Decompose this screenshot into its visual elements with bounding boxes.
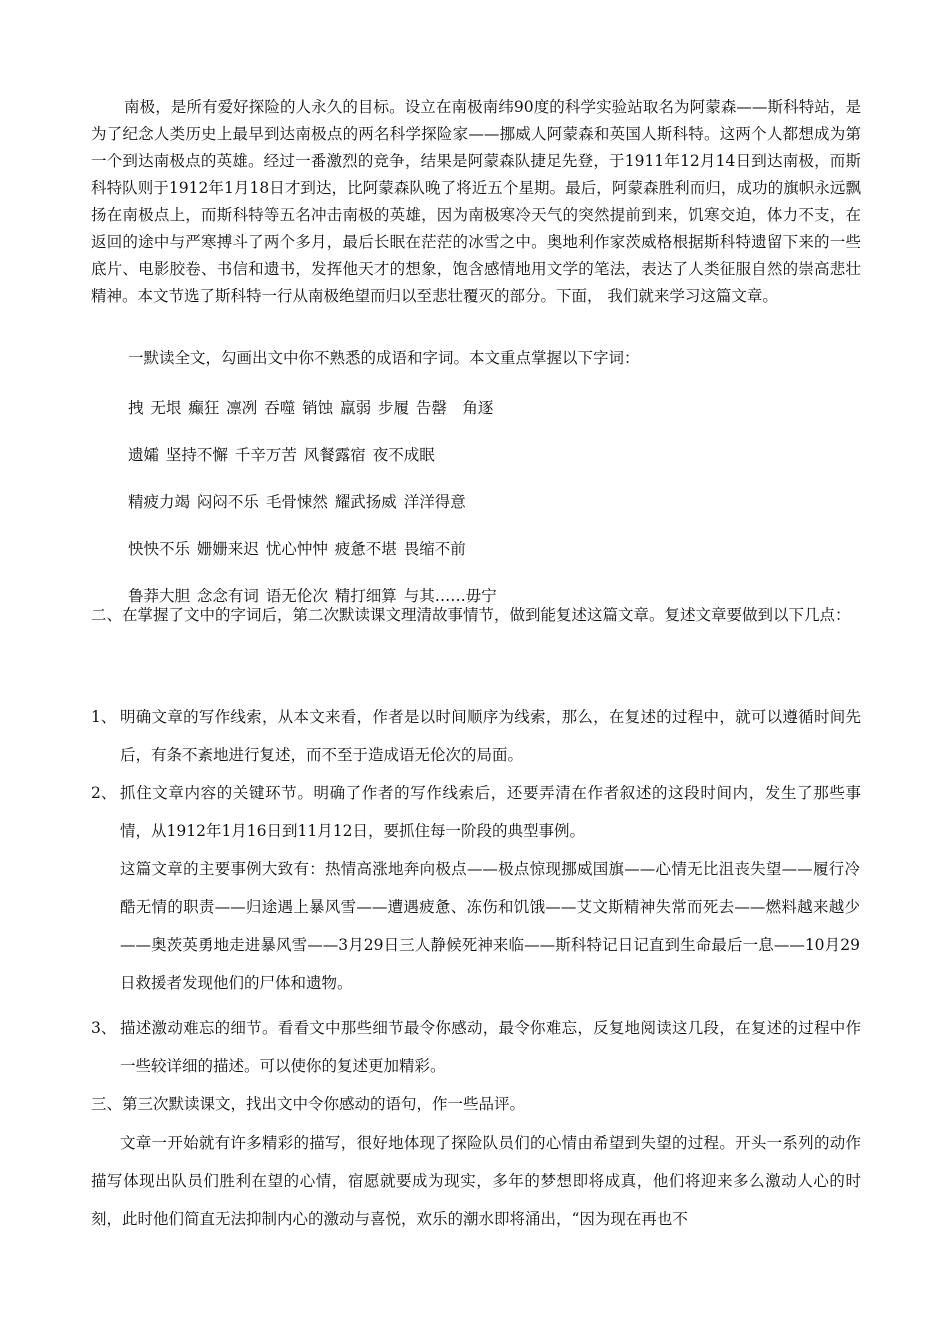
vocab-line-1: 拽 无垠 癫狂 凛冽 吞噬 销蚀 羸弱 步履 告罄 角逐 (128, 399, 494, 417)
vocab-line-5: 鲁莽大胆 念念有词 语无伦次 精打细算 与其……毋宁 (128, 587, 497, 605)
intro-paragraph: 南极，是所有爱好探险的人永久的目标。设立在南极南纬90度的科学实验站取名为阿蒙森——斯科特站，是为了纪念人类历史上最早到达南极点的两名科学探险家——挪威人阿蒙森和英国人斯科特。这两个人都想成为第一个到达南极点的英雄。经过一番激烈的竞争，结果是阿蒙森队捷足先登，于1911年12月14日到达南极，而斯科特队则于1912年1月18日才到达，比阿蒙森队晚了将近五个星期。最后，阿蒙森胜利而归，成功的旗帜永远飘扬在南极点上，而斯科特等五名冲击南极的英雄，因为南极寒冷天气的突然提前到来，饥寒交迫，体力不支，在返回的途中与严寒搏斗了两个多月，最后长眠在茫茫的冰雪之中。奥地利作家茨威格根据斯科特遗留下来的一些底片、电影胶卷、书信和遗书，发挥他天才的想象，饱含感情地用文学的笔法，表达了人类征服自然的崇高悲壮精神。本文节选了斯科特一行从南极绝望而归以至悲壮覆灭的部分。下面， 我们就来学习这篇文章。 (91, 98, 861, 305)
point-number: 1、 (91, 708, 117, 726)
vocab-line-3: 精疲力竭 闷闷不乐 毛骨悚然 耀武扬威 洋洋得意 (128, 493, 466, 511)
events-paragraph: 这篇文章的主要事例大致有：热情高涨地奔向极点——极点惊现挪威国旗——心情无比沮丧失望——履行冷酷无情的职责——归途遇上暴风雪——遭遇疲惫、冻伤和饥饿——艾文斯精神失常而死去——燃料越来越少——奥茨英勇地走进暴风雪——3月29日三人静候死神来临——斯科特记日记直到生命最后一息——10月29日救援者发现他们的尸体和遗物。 (120, 860, 860, 992)
section-3-heading: 三、第三次默读课文，找出文中令你感动的语句，作一些品评。 (91, 1095, 526, 1113)
point-text: 抓住文章内容的关键环节。明确了作者的写作线索后，还要弄清在作者叙述的这段时间内，发生了那些事情，从1912年1月16日到11月12日，要抓住每一阶段的典型事例。 (120, 784, 861, 840)
vocab-line-4: 怏怏不乐 姗姗来迟 忧心忡忡 疲惫不堪 畏缩不前 (128, 540, 466, 558)
section-2-heading: 二、在掌握了文中的字词后，第二次默读课文理清故事情节，做到能复述这篇文章。复述文章要做到以下几点： (91, 606, 851, 624)
vocab-line-2: 遗孀 坚持不懈 千辛万苦 风餐露宿 夜不成眠 (128, 446, 435, 464)
task-instruction-1: 一默读全文，勾画出文中你不熟悉的成语和字词。本文重点掌握以下字词： (128, 349, 640, 367)
point-item-2 (91, 774, 861, 850)
point-number: 2、 (91, 784, 117, 802)
point-item-3 (91, 1009, 861, 1085)
point-text: 描述激动难忘的细节。看看文中那些细节最令你感动，最令你难忘，反复地阅读这几段，在复述的过程中作一些较详细的描述。可以使你的复述更加精彩。 (120, 1019, 861, 1075)
analysis-paragraph: 文章一开始就有许多精彩的描写，很好地体现了探险队员们的心情由希望到失望的过程。开头一系列的动作描写体现出队员们胜利在望的心情，宿愿就要成为现实，多年的梦想即将成真，他们将迎来多么激动人心的时刻，此时他们简直无法抑制内心的激动与喜悦，欢乐的潮水即将涌出，“因为现在再也不 (91, 1134, 861, 1228)
point-number: 3、 (91, 1019, 117, 1037)
point-text: 明确文章的写作线索，从本文来看，作者是以时间顺序为线索，那么，在复述的过程中，就可以遵循时间先后，有条不紊地进行复述，而不至于造成语无伦次的局面。 (120, 708, 861, 764)
point-item-1 (91, 698, 861, 774)
